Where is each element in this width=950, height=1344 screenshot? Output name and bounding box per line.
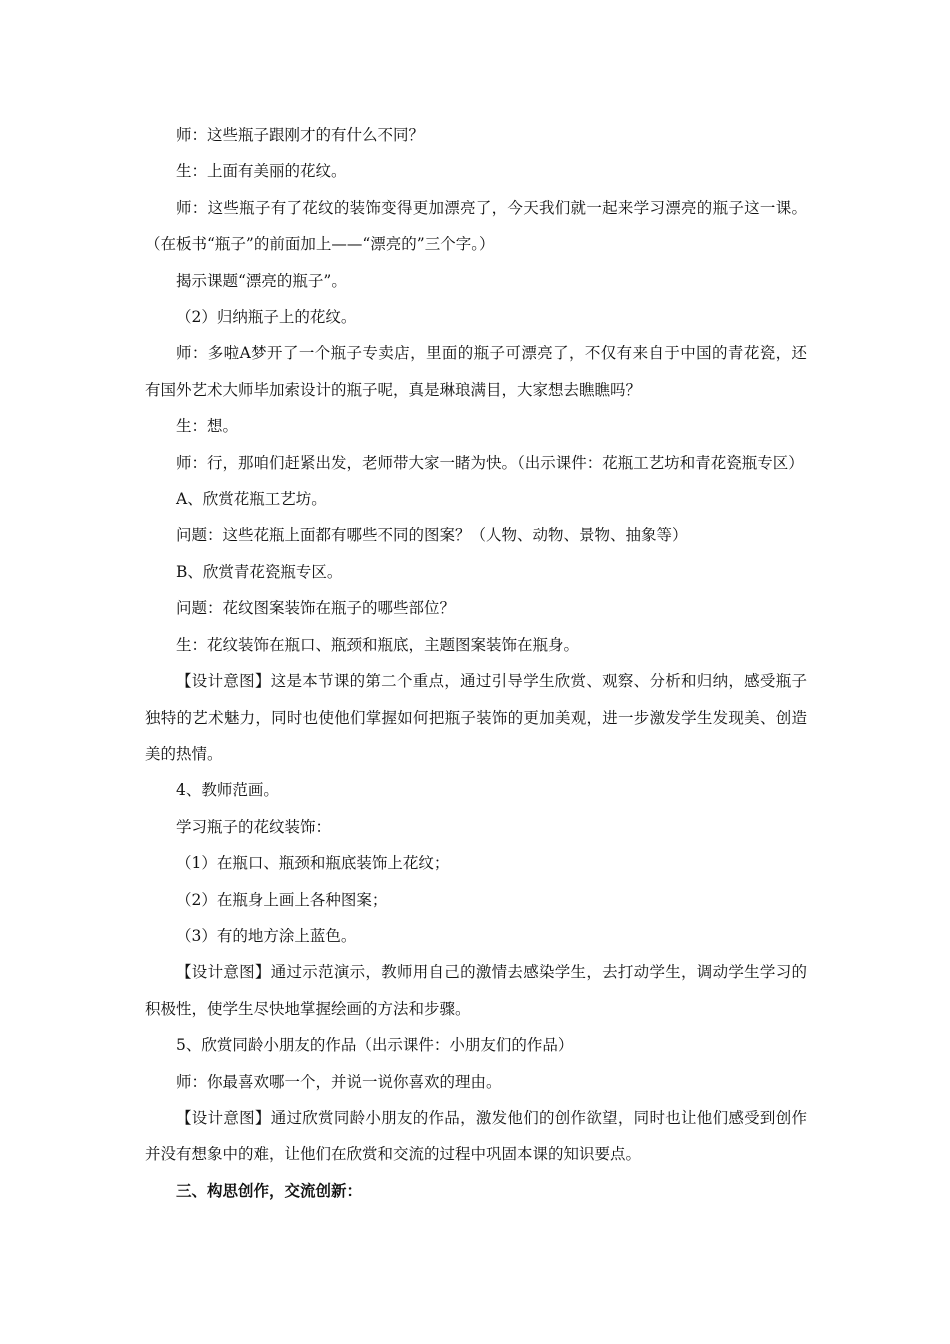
design-intent-3: 【设计意图】通过欣赏同龄小朋友的作品，激发他们的创作欲望，同时也让他们感受到创作并没有想象中的难，让他们在欣赏和交流的过程中巩固本课的知识要点。 <box>145 1108 807 1164</box>
dialogue-student-want: 生：想。 <box>176 417 239 436</box>
dialogue-teacher-shop: 师：多啦A梦开了一个瓶子专卖店，里面的瓶子可漂亮了，不仅有来自于中国的青花瓷，还有国外艺术大师毕加索设计的瓶子呢，真是琳琅满目，大家想去瞧瞧吗？ <box>145 344 807 399</box>
section-peer-works: 5、欣赏同龄小朋友的作品（出示课件：小朋友们的作品） <box>176 1036 574 1055</box>
section-heading-3: 三、构思创作，交流创新： <box>176 1180 363 1200</box>
section-summarize-patterns: （2）归纳瓶子上的花纹。 <box>176 308 357 327</box>
question-patterns: 问题：这些花瓶上面都有哪些不同的图案？（人物、动物、景物、抽象等） <box>176 526 688 545</box>
dialogue-student-answer: 生：上面有美丽的花纹。 <box>176 162 347 181</box>
learn-decoration: 学习瓶子的花纹装饰： <box>176 817 332 836</box>
step-1: （1）在瓶口、瓶颈和瓶底装饰上花纹； <box>176 854 450 873</box>
dialogue-teacher-intro: 师：这些瓶子有了花纹的装饰变得更加漂亮了，今天我们就一起来学习漂亮的瓶子这一课。（在板书“瓶子”的前面加上——“漂亮的”三个字。） <box>145 198 807 254</box>
dialogue-teacher-courseware: 师：行，那咱们赶紧出发，老师带大家一睹为快。（出示课件：花瓶工艺坊和青花瓷瓶专区） <box>176 453 804 472</box>
dialogue-teacher-question: 师：这些瓶子跟刚才的有什么不同？ <box>176 126 425 144</box>
question-positions: 问题：花纹图案装饰在瓶子的哪些部位？ <box>176 599 456 618</box>
item-a-vase-workshop: A、欣赏花瓶工艺坊。 <box>176 490 327 509</box>
reveal-lesson-title: 揭示课题“漂亮的瓶子”。 <box>176 271 347 290</box>
dialogue-teacher-favorite: 师：你最喜欢哪一个，并说一说你喜欢的理由。 <box>176 1072 502 1091</box>
design-intent-1: 【设计意图】这是本节课的第二个重点，通过引导学生欣赏、观察、分析和归纳，感受瓶子独特的艺术魅力，同时也使他们掌握如何把瓶子装饰的更加美观，进一步激发学生发现美、创造美的热情。 <box>145 672 807 763</box>
step-2: （2）在瓶身上画上各种图案； <box>176 890 388 909</box>
section-teacher-demo: 4、教师范画。 <box>176 781 279 800</box>
item-b-porcelain-zone: B、欣赏青花瓷瓶专区。 <box>176 562 343 581</box>
step-3: （3）有的地方涂上蓝色。 <box>176 926 357 945</box>
design-intent-2: 【设计意图】通过示范演示，教师用自己的激情去感染学生，去打动学生，调动学生学习的积极性，使学生尽快地掌握绘画的方法和步骤。 <box>145 963 807 1018</box>
document-page <box>145 117 807 1209</box>
dialogue-student-positions: 生：花纹装饰在瓶口、瓶颈和瓶底，主题图案装饰在瓶身。 <box>176 635 580 654</box>
